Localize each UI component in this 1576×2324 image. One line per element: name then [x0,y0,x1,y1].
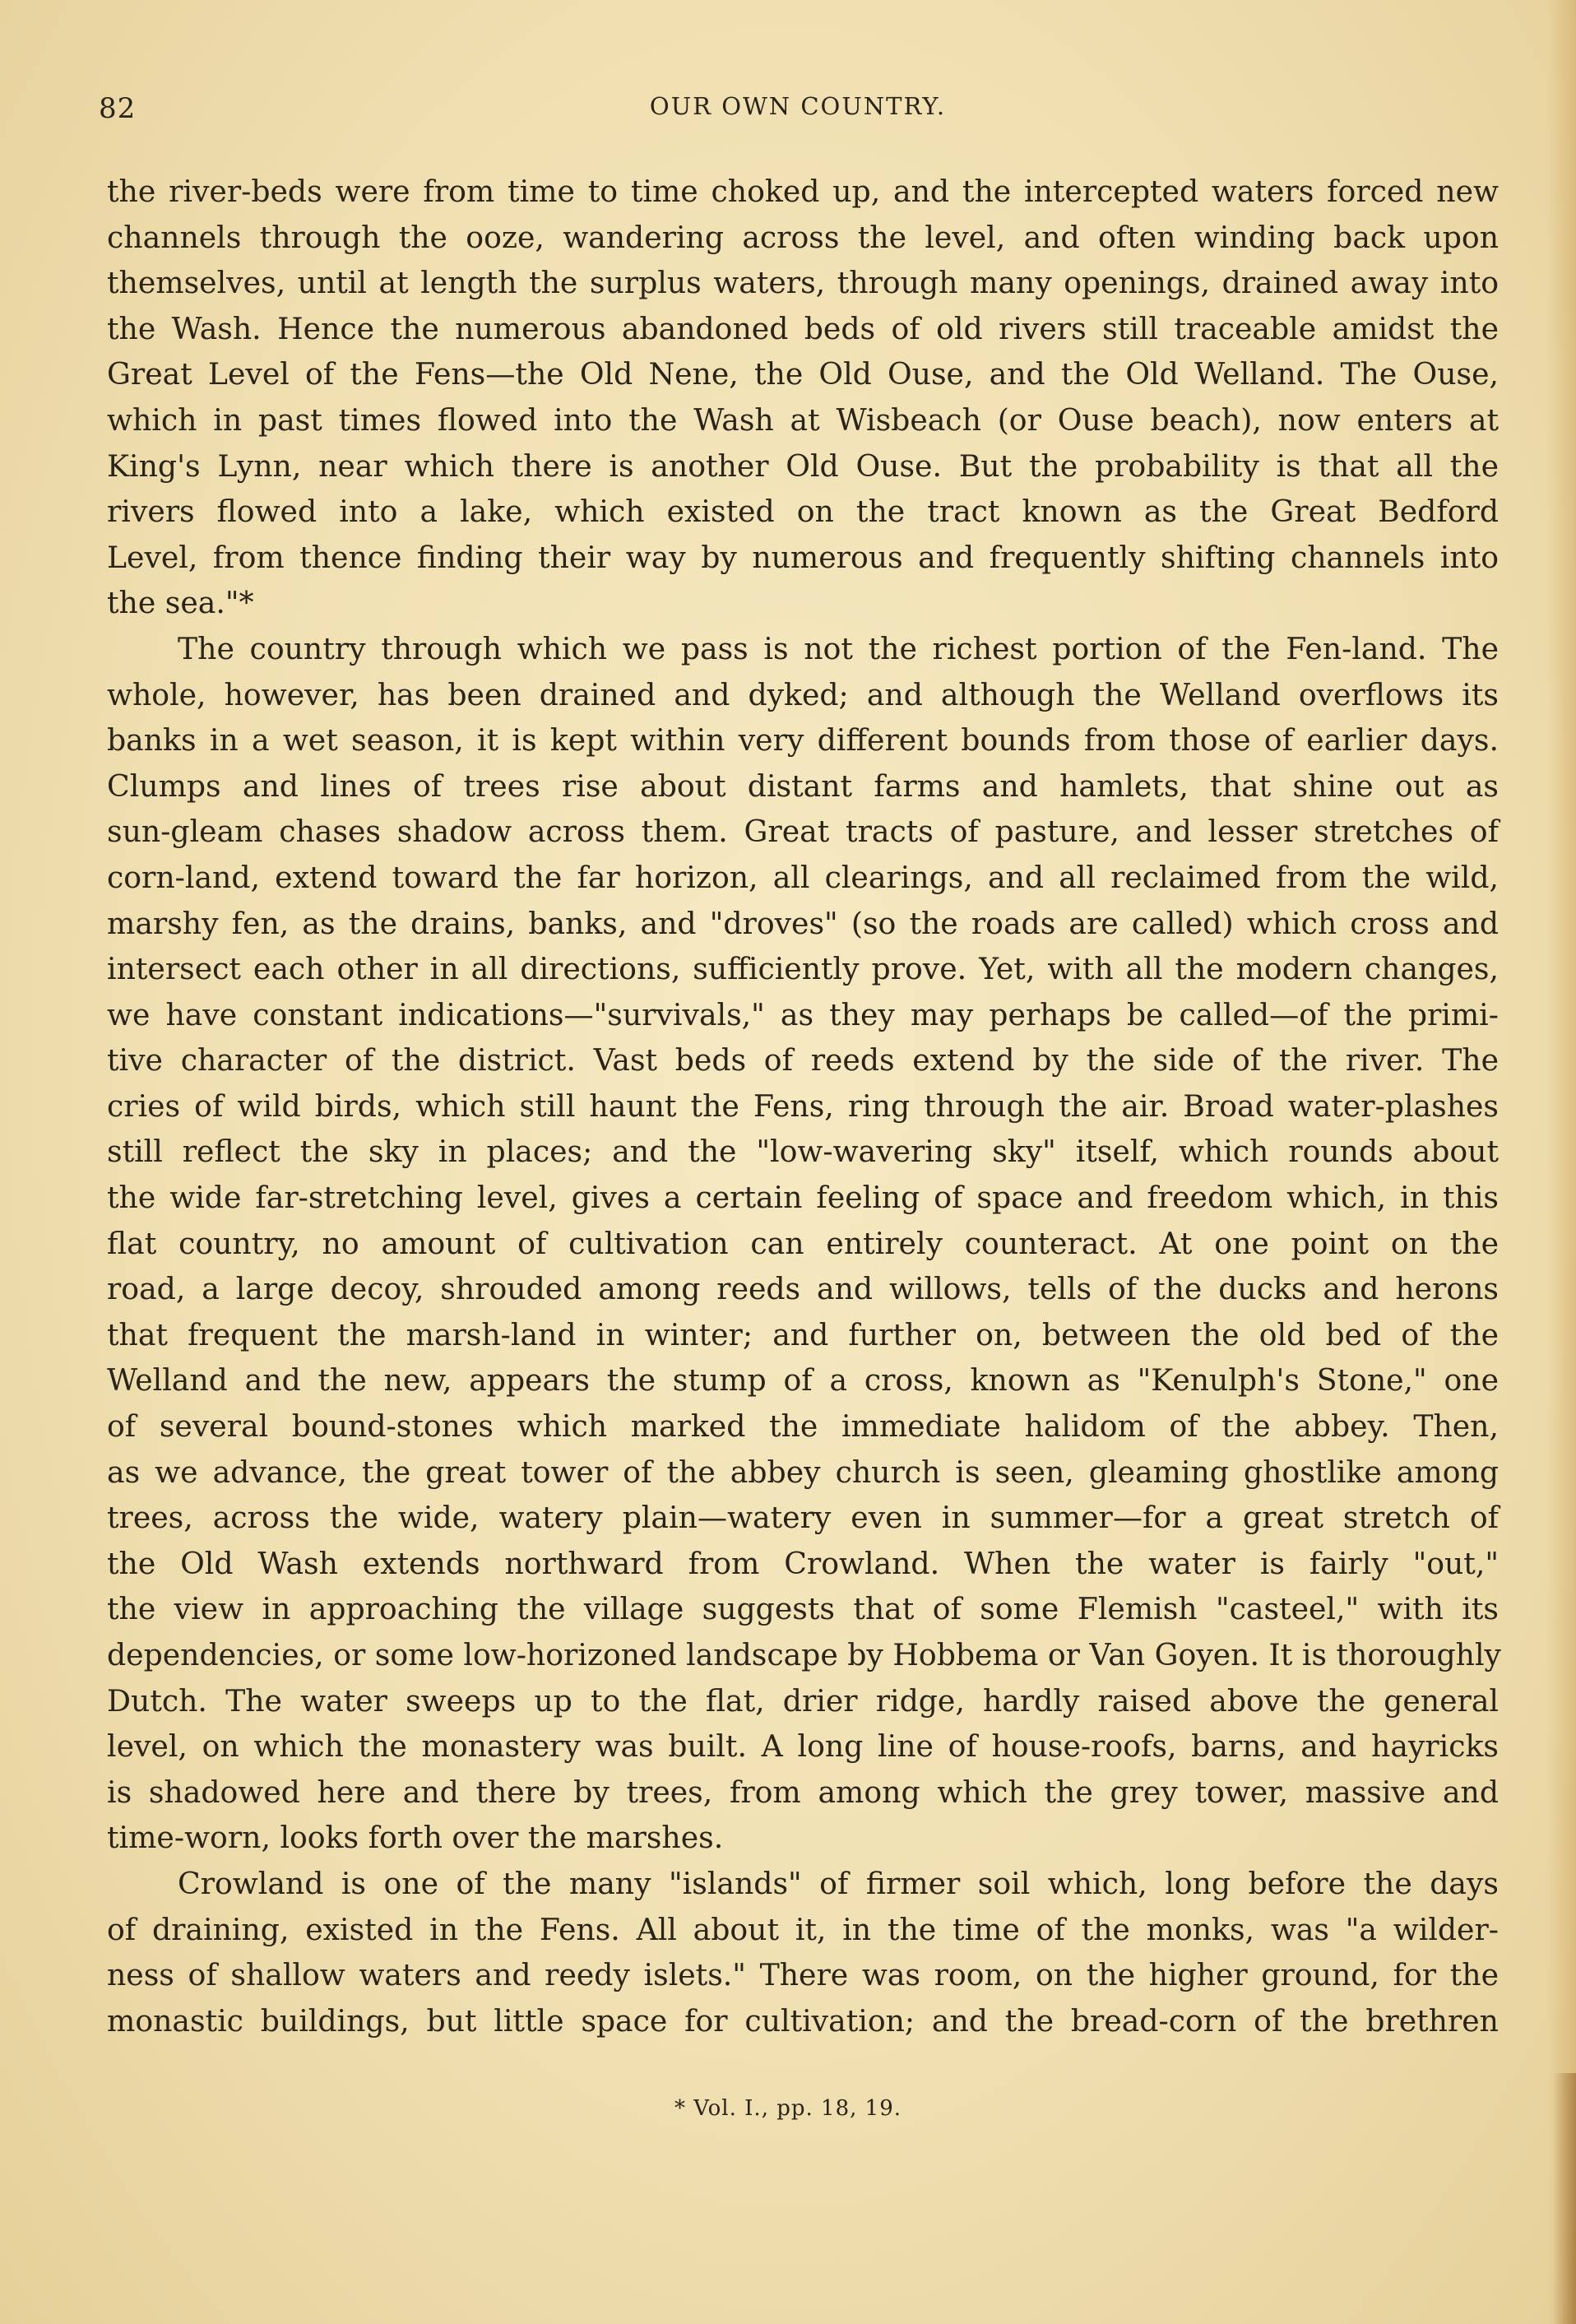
text-line: King's Lynn, near which there is another Old Ouse. But the probability is that all the [107,448,1499,484]
text-line: time-worn, looks forth over the marshes. [107,1820,724,1856]
text-line: the sea."* [107,585,254,621]
text-line: Crowland is one of the many "islands" of firmer soil which, long before the days [178,1865,1499,1901]
page-header [99,89,1497,127]
text-line: of draining, existed in the Fens. All about it, in the time of the monks, was "a wilder- [107,1911,1499,1947]
text-line: road, a large decoy, shrouded among reeds and willows, tells of the ducks and herons [107,1271,1499,1307]
text-line: of several bound-stones which marked the immediate halidom of the abbey. Then, [107,1408,1499,1445]
text-line: that frequent the marsh-land in winter; and further on, between the old bed of the [107,1316,1499,1352]
text-line: rivers flowed into a lake, which existed on the tract known as the Great Bedford [107,494,1499,530]
text-line: trees, across the wide, watery plain—watery even in summer—for a great stretch of [107,1500,1499,1536]
text-line: dependencies, or some low-horizoned landscape by Hobbema or Van Goyen. It is thoroughly [107,1637,1501,1672]
text-line: channels through the ooze, wandering across the level, and often winding back upon [107,219,1499,255]
running-title: OUR OWN COUNTRY. [649,92,947,120]
text-line: still reflect the sky in places; and the "low-wavering sky" itself, which rounds about [107,1134,1499,1170]
body-text [107,169,1499,2043]
text-line: Clumps and lines of trees rise about distant farms and hamlets, that shine out as [107,768,1499,804]
text-line: the Old Wash extends northward from Crowland. When the water is fairly "out," [107,1545,1499,1581]
text-line: tive character of the district. Vast beds of reeds extend by the side of the river. The [107,1042,1499,1079]
text-line: the wide far-stretching level, gives a certain feeling of space and freedom which, in this [107,1180,1499,1216]
text-line: whole, however, has been drained and dyked; and although the Welland overflows its [107,676,1499,712]
text-line: as we advance, the great tower of the abbey church is seen, gleaming ghostlike among [107,1454,1499,1490]
text-line: Great Level of the Fens—the Old Nene, the Old Ouse, and the Old Welland. The Ouse, [107,356,1499,392]
text-line: which in past times flowed into the Wash at Wisbeach (or Ouse beach), now enters at [107,401,1499,438]
text-line: ness of shallow waters and reedy islets." There was room, on the higher ground, for the [107,1957,1499,1993]
text-line: corn-land, extend toward the far horizon, all clearings, and all reclaimed from the wild, [107,859,1499,895]
text-line: flat country, no amount of cultivation can entirely counteract. At one point on the [107,1225,1499,1261]
text-line: Dutch. The water sweeps up to the flat, drier ridge, hardly raised above the general [107,1682,1499,1719]
text-line: cries of wild birds, which still haunt the Fens, ring through the air. Broad water-plashes [107,1088,1499,1124]
text-line: level, on which the monastery was built. A long line of house-roofs, barns, and hayricks [107,1728,1499,1765]
text-line: monastic buildings, but little space for cultivation; and the bread-corn of the brethren [107,2002,1499,2039]
text-line: the view in approaching the village suggests that of some Flemish "casteel," with its [107,1591,1499,1627]
text-line: themselves, until at length the surplus waters, through many openings, drained away into [107,265,1499,301]
page-shadow [1546,0,1576,2324]
text-line: intersect each other in all directions, sufficiently prove. Yet, with all the modern changes, [107,951,1499,987]
text-line: sun-gleam chases shadow across them. Great tracts of pasture, and lesser stretches of [107,814,1499,850]
text-line: we have constant indications—"survivals," as they may perhaps be called—of the primi- [107,996,1499,1032]
text-line: The country through which we pass is not the richest portion of the Fen-land. The [178,630,1499,666]
text-line: the Wash. Hence the numerous abandoned beds of old rivers still traceable amidst the [107,310,1499,346]
text-line: banks in a wet season, it is kept within very different bounds from those of earlier days. [107,722,1499,758]
text-line: marshy fen, as the drains, banks, and "droves" (so the roads are called) which cross and [107,905,1499,941]
text-line: Level, from thence finding their way by numerous and frequently shifting channels into [107,539,1499,575]
footnote: * Vol. I., pp. 18, 19. [674,2096,902,2121]
page-number: 82 [99,92,137,125]
text-line: is shadowed here and there by trees, from among which the grey tower, massive and [107,1774,1499,1810]
text-line: Welland and the new, appears the stump of a cross, known as "Kenulph's Stone," one [107,1362,1499,1399]
text-line: the river-beds were from time to time choked up, and the intercepted waters forced new [107,174,1499,209]
